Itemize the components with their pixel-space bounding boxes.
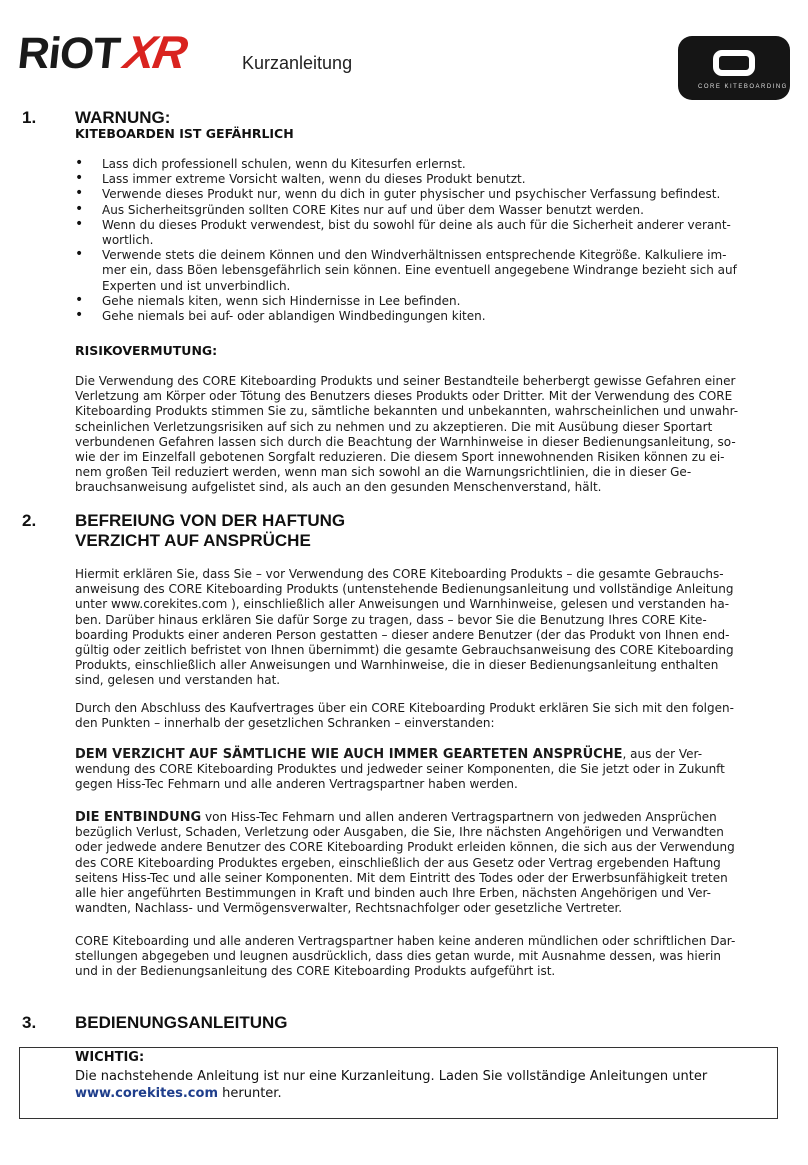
release-bold-lead: DIE ENTBINDUNG (75, 810, 202, 825)
liability-paragraph-1: Hiermit erklären Sie, dass Sie – vor Verwendung des CORE Kiteboarding Produkts – die gesamte Gebrauchs-anweisung des CORE Kiteboarding Produkts (untenstehende Bedienungsanleitung und vollständige Anleitung unter www.corekites.com ), einschließlich aller Anweisungen und Warnhinweise, gelesen und verstanden ha-ben. Darüber hinaus erklären Sie dafür Sorge zu tragen, dass – bevor Sie die Benutzung Ihres CORE Kite-boarding Produkts einer anderen Person gestatten – dieser andere Benutzer (der das Produkt von Ihnen end-gültig oder zeitlich befristet von Ihnen übernimmt) die gesamte Gebrauchsanweisung des CORE Kiteboarding Produkts, einschließlich aller Anweisungen und Warnhinweise, die in dieser Bedienungsanleitung enthalten sind, gelesen und verstanden hat. (75, 567, 734, 688)
section-2-heading-line1: BEFREIUNG VON DER HAFTUNG (75, 511, 346, 530)
section-3-number: 3. (22, 1013, 37, 1032)
warning-list (75, 157, 743, 324)
document-title: Kurzanleitung (242, 53, 353, 73)
release-text: von Hiss-Tec Fehmarn und allen anderen Vertragspartnern von jedweden Ansprüchen bezüglich Verlust, Schaden, Verletzung oder Ausgaben, die Sie, Ihre nächsten Angehörigen und Verwandten oder jedwede andere Benutzer des CORE Kiteboarding Produkt erleiden können, die sich aus der Verwendung des CORE Kiteboarding Produktes ergeben, einschließlich der aus Gesetz oder Vertrag ergebenden Haftung seitens Hiss-Tec und alle seiner Komponenten. Mit dem Eintritt des Todes oder der Erwerbsunfähigkeit treten alle hier angeführten Bestimmungen in Kraft und binden auch Ihre Erben, nächsten Angehörigen und Ver-wandten, Nachlass- und Vermögensverwalter, Rechtsnachfolger oder gesetzliche Vertreter. (75, 810, 735, 916)
release-paragraph (75, 810, 743, 916)
core-logo-badge (678, 36, 790, 100)
notice-text (75, 1068, 765, 1102)
list-item: • Aus Sicherheitsgründen sollten CORE Kites nur auf und über dem Wasser benutzt werden. (75, 203, 743, 218)
list-item: • Wenn du dieses Produkt verwendest, bist du sowohl für deine als auch für die Sicherheit anderer verant-wortlich. (75, 218, 743, 248)
section-3-heading: BEDIENUNGSANLEITUNG (75, 1013, 288, 1032)
notice-title: WICHTIG: (75, 1050, 145, 1065)
important-notice-box (19, 1047, 778, 1119)
risk-paragraph: Die Verwendung des CORE Kiteboarding Produkts und seiner Bestandteile beherbergt gewisse Gefahren einer Verletzung am Körper oder Tötung des Benutzers dieses Produkts oder Dritter. Mit der Verwendung des CORE Kiteboarding Produkts stimmen Sie zu, sämtliche bekannten und unbekannten, wahrscheinlichen und unwahr-scheinlichen Verletzungsrisiken auf sich zu nehmen und zu akzeptieren. Die mit Ausübung dieser Sportart verbundenen Gefahren lassen sich durch die Beachtung der Warnhinweise in dieser Bedienungsanleitung, so-wie der im Einzelfall gebotenen Sorgfalt reduzieren. Die diesem Sport innewohnenden Risiken können zu ei-nem großen Teil reduziert werden, wenn man sich sowohl an die Warnungsrichtlinien, die in dieser Ge-brauchsanweisung aufgelistet sind, als auch an den gesunden Menschenverstand, hält. (75, 374, 739, 495)
corekites-link[interactable]: www.corekites.com (75, 1086, 218, 1101)
representations-paragraph: CORE Kiteboarding und alle anderen Vertragspartner haben keine anderen mündlichen oder schriftlichen Dar-stellungen abgegeben und leugnen ausdrücklich, dass dies getan wurde, mit Ausnahme dessen, was hierin und in der Bedienungsanleitung des CORE Kiteboarding Produkts aufgeführt ist. (75, 934, 736, 979)
waiver-paragraph (75, 747, 743, 793)
logo-riot-text: RiOT (15, 29, 122, 78)
waiver-bold-lead: DEM VERZICHT AUF SÄMTLICHE WIE AUCH IMMER GEARTETEN ANSPRÜCHE (75, 747, 623, 762)
riot-xr-logo (15, 26, 190, 78)
section-2-number: 2. (22, 511, 37, 530)
section-2-heading-line2: VERZICHT AUF ANSPRÜCHE (75, 531, 311, 550)
core-brand-text: CORE KITEBOARDING (698, 84, 788, 90)
list-item: • Verwende dieses Produkt nur, wenn du dich in guter physischer und psychischer Verfassung befindest. (75, 187, 743, 202)
page-header (0, 0, 808, 110)
notice-body: Die nachstehende Anleitung ist nur eine Kurzanleitung. Laden Sie vollständige Anleitungen unter (75, 1069, 708, 1084)
section-1-heading: WARNUNG: (75, 108, 171, 127)
notice-suffix: herunter. (218, 1086, 282, 1101)
list-item: • Verwende stets die deinem Können und den Windverhältnissen entsprechende Kitegröße. Kalkuliere im-mer ein, dass Böen lebensgefährlich sein können. Eine eventuell angegebene Windrange bezieht sich auf Experten und ist unverbindlich. (75, 248, 743, 294)
section-1-number: 1. (22, 108, 37, 127)
list-item: • Lass dich professionell schulen, wenn du Kitesurfen erlernst. (75, 157, 743, 172)
list-item: • Gehe niemals kiten, wenn sich Hindernisse in Lee befinden. (75, 294, 743, 309)
list-item: • Lass immer extreme Vorsicht walten, wenn du dieses Produkt benutzt. (75, 172, 743, 187)
risk-heading: RISIKOVERMUTUNG: (75, 343, 218, 358)
list-item: • Gehe niemals bei auf- oder ablandigen Windbedingungen kiten. (75, 309, 743, 324)
core-logo-icon (713, 50, 755, 76)
logo-xr-text: XR (120, 26, 190, 78)
waiver-text: , aus der Ver-wendung des CORE Kiteboarding Produktes und jedweder seiner Komponenten, die Sie jetzt oder in Zukunft gegen Hiss-Tec Fehmarn und alle anderen Vertragspartner haben werden. (75, 747, 725, 792)
liability-paragraph-2: Durch den Abschluss des Kaufvertrages über ein CORE Kiteboarding Produkt erklären Sie sich mit den folgen-den Punkten – innerhalb der gesetzlichen Schranken – einverstanden: (75, 701, 734, 731)
section-1-subheading: KITEBOARDEN IST GEFÄHRLICH (75, 126, 294, 141)
